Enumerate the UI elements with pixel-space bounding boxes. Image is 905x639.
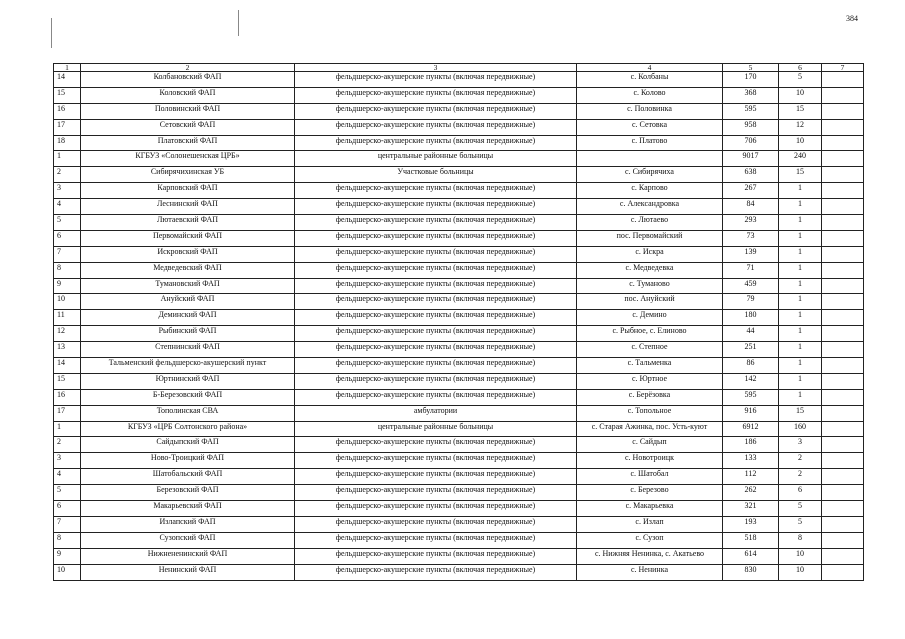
value-col5-cell: 112 xyxy=(723,469,779,485)
table-row xyxy=(54,183,864,199)
page-number: 384 xyxy=(846,14,858,23)
value-col7-cell xyxy=(822,564,864,580)
facility-type-cell: фельдшерско-акушерские пункты (включая передвижные) xyxy=(295,103,577,119)
row-number-cell: 5 xyxy=(54,485,81,501)
location-cell: с. Новотроицк xyxy=(577,453,723,469)
value-col7-cell xyxy=(822,389,864,405)
row-number-cell: 7 xyxy=(54,516,81,532)
table-row xyxy=(54,167,864,183)
value-col5-cell: 180 xyxy=(723,310,779,326)
facility-type-cell: фельдшерско-акушерские пункты (включая передвижные) xyxy=(295,294,577,310)
value-col5-cell: 958 xyxy=(723,119,779,135)
value-col7-cell xyxy=(822,87,864,103)
value-col6-cell: 3 xyxy=(779,437,822,453)
value-col5-cell: 614 xyxy=(723,548,779,564)
table-row xyxy=(54,485,864,501)
value-col7-cell xyxy=(822,373,864,389)
location-cell: с. Александровка xyxy=(577,199,723,215)
value-col7-cell xyxy=(822,183,864,199)
table-row xyxy=(54,342,864,358)
facility-name-cell: Сайдыпский ФАП xyxy=(81,437,295,453)
value-col7-cell xyxy=(822,119,864,135)
value-col5-cell: 638 xyxy=(723,167,779,183)
table-row xyxy=(54,501,864,517)
facility-name-cell: Леснинский ФАП xyxy=(81,199,295,215)
table-header-row xyxy=(54,64,864,72)
facility-type-cell: фельдшерско-акушерские пункты (включая передвижные) xyxy=(295,183,577,199)
row-number-cell: 1 xyxy=(54,151,81,167)
row-number-cell: 4 xyxy=(54,199,81,215)
value-col7-cell xyxy=(822,453,864,469)
value-col6-cell: 160 xyxy=(779,421,822,437)
value-col7-cell xyxy=(822,215,864,231)
facility-type-cell: фельдшерско-акушерские пункты (включая передвижные) xyxy=(295,389,577,405)
facility-type-cell: фельдшерско-акушерские пункты (включая передвижные) xyxy=(295,532,577,548)
value-col7-cell xyxy=(822,437,864,453)
scan-artifact-line xyxy=(238,10,239,36)
location-cell: с. Нижняя Ненинка, с. Акатьево xyxy=(577,548,723,564)
location-cell: с. Берёзовка xyxy=(577,389,723,405)
value-col6-cell: 1 xyxy=(779,294,822,310)
facility-type-cell: фельдшерско-акушерские пункты (включая передвижные) xyxy=(295,326,577,342)
value-col6-cell: 1 xyxy=(779,310,822,326)
table-row xyxy=(54,87,864,103)
facility-name-cell: Макарьевский ФАП xyxy=(81,501,295,517)
value-col6-cell: 15 xyxy=(779,405,822,421)
location-cell: пос. Первомайский xyxy=(577,230,723,246)
row-number-cell: 11 xyxy=(54,310,81,326)
facility-type-cell: фельдшерско-акушерские пункты (включая передвижные) xyxy=(295,310,577,326)
value-col6-cell: 1 xyxy=(779,373,822,389)
facility-type-cell: фельдшерско-акушерские пункты (включая передвижные) xyxy=(295,135,577,151)
table-row xyxy=(54,72,864,88)
row-number-cell: 13 xyxy=(54,342,81,358)
facility-name-cell: Искровский ФАП xyxy=(81,246,295,262)
value-col7-cell xyxy=(822,532,864,548)
facility-type-cell: фельдшерско-акушерские пункты (включая передвижные) xyxy=(295,246,577,262)
value-col6-cell: 2 xyxy=(779,469,822,485)
facility-name-cell: Тополинская СВА xyxy=(81,405,295,421)
row-number-cell: 2 xyxy=(54,167,81,183)
row-number-cell: 16 xyxy=(54,389,81,405)
value-col7-cell xyxy=(822,103,864,119)
facility-name-cell: Деминский ФАП xyxy=(81,310,295,326)
row-number-cell: 14 xyxy=(54,72,81,88)
facility-name-cell: Карповский ФАП xyxy=(81,183,295,199)
location-cell: с. Сибирячиха xyxy=(577,167,723,183)
facility-name-cell: Тальменский фельдшерско-акушерский пункт xyxy=(81,358,295,374)
value-col7-cell xyxy=(822,405,864,421)
value-col7-cell xyxy=(822,421,864,437)
value-col5-cell: 193 xyxy=(723,516,779,532)
value-col5-cell: 79 xyxy=(723,294,779,310)
table-row xyxy=(54,373,864,389)
value-col5-cell: 321 xyxy=(723,501,779,517)
table-row xyxy=(54,437,864,453)
value-col6-cell: 1 xyxy=(779,358,822,374)
value-col5-cell: 459 xyxy=(723,278,779,294)
facility-type-cell: фельдшерско-акушерские пункты (включая передвижные) xyxy=(295,342,577,358)
value-col6-cell: 15 xyxy=(779,167,822,183)
row-number-cell: 10 xyxy=(54,294,81,310)
facility-name-cell: Лютаевский ФАП xyxy=(81,215,295,231)
table-row xyxy=(54,278,864,294)
facility-type-cell: амбулатории xyxy=(295,405,577,421)
table-row xyxy=(54,326,864,342)
facility-type-cell: фельдшерско-акушерские пункты (включая передвижные) xyxy=(295,278,577,294)
value-col7-cell xyxy=(822,72,864,88)
value-col5-cell: 186 xyxy=(723,437,779,453)
location-cell xyxy=(577,151,723,167)
facilities-table xyxy=(53,63,864,581)
facility-name-cell: Березовский ФАП xyxy=(81,485,295,501)
value-col5-cell: 262 xyxy=(723,485,779,501)
facility-name-cell: Излапский ФАП xyxy=(81,516,295,532)
facility-type-cell: фельдшерско-акушерские пункты (включая передвижные) xyxy=(295,199,577,215)
facility-type-cell: фельдшерско-акушерские пункты (включая передвижные) xyxy=(295,230,577,246)
value-col5-cell: 6912 xyxy=(723,421,779,437)
location-cell: с. Ненинка xyxy=(577,564,723,580)
value-col5-cell: 251 xyxy=(723,342,779,358)
facility-name-cell: Шатобальский ФАП xyxy=(81,469,295,485)
facility-name-cell: Тумановский ФАП xyxy=(81,278,295,294)
facility-name-cell: Колбановский ФАП xyxy=(81,72,295,88)
facility-name-cell: Половинский ФАП xyxy=(81,103,295,119)
row-number-cell: 1 xyxy=(54,421,81,437)
value-col7-cell xyxy=(822,310,864,326)
location-cell: с. Демино xyxy=(577,310,723,326)
row-number-cell: 17 xyxy=(54,405,81,421)
value-col5-cell: 267 xyxy=(723,183,779,199)
facility-type-cell: фельдшерско-акушерские пункты (включая передвижные) xyxy=(295,87,577,103)
value-col6-cell: 8 xyxy=(779,532,822,548)
value-col6-cell: 6 xyxy=(779,485,822,501)
location-cell: с. Макарьевка xyxy=(577,501,723,517)
value-col6-cell: 1 xyxy=(779,199,822,215)
value-col7-cell xyxy=(822,469,864,485)
value-col5-cell: 9017 xyxy=(723,151,779,167)
value-col6-cell: 1 xyxy=(779,230,822,246)
value-col5-cell: 133 xyxy=(723,453,779,469)
facility-name-cell: Сузопский ФАП xyxy=(81,532,295,548)
location-cell: с. Излап xyxy=(577,516,723,532)
facility-type-cell: фельдшерско-акушерские пункты (включая передвижные) xyxy=(295,373,577,389)
row-number-cell: 12 xyxy=(54,326,81,342)
value-col7-cell xyxy=(822,548,864,564)
facility-name-cell: Ануйский ФАП xyxy=(81,294,295,310)
value-col5-cell: 916 xyxy=(723,405,779,421)
value-col5-cell: 518 xyxy=(723,532,779,548)
location-cell: с. Колово xyxy=(577,87,723,103)
table-row xyxy=(54,199,864,215)
value-col6-cell: 10 xyxy=(779,135,822,151)
value-col6-cell: 5 xyxy=(779,72,822,88)
location-cell: с. Степное xyxy=(577,342,723,358)
table-row xyxy=(54,262,864,278)
row-number-cell: 9 xyxy=(54,278,81,294)
value-col6-cell: 1 xyxy=(779,183,822,199)
location-cell: с. Колбаны xyxy=(577,72,723,88)
facility-name-cell: Медведевский ФАП xyxy=(81,262,295,278)
column-header: 7 xyxy=(822,64,864,72)
table-row xyxy=(54,294,864,310)
value-col5-cell: 142 xyxy=(723,373,779,389)
facility-type-cell: фельдшерско-акушерские пункты (включая передвижные) xyxy=(295,262,577,278)
row-number-cell: 18 xyxy=(54,135,81,151)
facility-name-cell: Ненинский ФАП xyxy=(81,564,295,580)
row-number-cell: 8 xyxy=(54,532,81,548)
column-header: 5 xyxy=(723,64,779,72)
value-col7-cell xyxy=(822,262,864,278)
value-col5-cell: 170 xyxy=(723,72,779,88)
facility-name-cell: КГБУЗ «Солонешенская ЦРБ» xyxy=(81,151,295,167)
row-number-cell: 6 xyxy=(54,501,81,517)
value-col7-cell xyxy=(822,199,864,215)
facility-type-cell: фельдшерско-акушерские пункты (включая передвижные) xyxy=(295,437,577,453)
row-number-cell: 16 xyxy=(54,103,81,119)
value-col7-cell xyxy=(822,516,864,532)
table-row xyxy=(54,215,864,231)
location-cell: с. Сузоп xyxy=(577,532,723,548)
location-cell: с. Искра xyxy=(577,246,723,262)
facility-name-cell: Ново-Троицкий ФАП xyxy=(81,453,295,469)
row-number-cell: 8 xyxy=(54,262,81,278)
value-col5-cell: 830 xyxy=(723,564,779,580)
column-header: 2 xyxy=(81,64,295,72)
value-col6-cell: 2 xyxy=(779,453,822,469)
value-col7-cell xyxy=(822,230,864,246)
row-number-cell: 6 xyxy=(54,230,81,246)
value-col5-cell: 368 xyxy=(723,87,779,103)
facility-name-cell: Сетовский ФАП xyxy=(81,119,295,135)
facility-type-cell: фельдшерско-акушерские пункты (включая передвижные) xyxy=(295,516,577,532)
value-col5-cell: 706 xyxy=(723,135,779,151)
facility-name-cell: Б-Березовский ФАП xyxy=(81,389,295,405)
table-row xyxy=(54,358,864,374)
table-row xyxy=(54,389,864,405)
location-cell: с. Медведевка xyxy=(577,262,723,278)
location-cell: с. Туманово xyxy=(577,278,723,294)
table-row xyxy=(54,103,864,119)
facility-type-cell: фельдшерско-акушерские пункты (включая передвижные) xyxy=(295,119,577,135)
facility-type-cell: центральные районные больницы xyxy=(295,151,577,167)
row-number-cell: 4 xyxy=(54,469,81,485)
table-row xyxy=(54,310,864,326)
column-header: 6 xyxy=(779,64,822,72)
table-row xyxy=(54,548,864,564)
location-cell: с. Старая Ажинка, пос. Усть-куют xyxy=(577,421,723,437)
column-header: 1 xyxy=(54,64,81,72)
table-row xyxy=(54,135,864,151)
column-header: 3 xyxy=(295,64,577,72)
location-cell: с. Топольное xyxy=(577,405,723,421)
value-col5-cell: 44 xyxy=(723,326,779,342)
facility-type-cell: фельдшерско-акушерские пункты (включая передвижные) xyxy=(295,453,577,469)
location-cell: с. Сетовка xyxy=(577,119,723,135)
row-number-cell: 2 xyxy=(54,437,81,453)
row-number-cell: 7 xyxy=(54,246,81,262)
facility-name-cell: Нижнененинский ФАП xyxy=(81,548,295,564)
facility-type-cell: фельдшерско-акушерские пункты (включая передвижные) xyxy=(295,72,577,88)
table-row xyxy=(54,230,864,246)
value-col6-cell: 15 xyxy=(779,103,822,119)
value-col7-cell xyxy=(822,135,864,151)
scan-artifact-line xyxy=(51,18,52,48)
location-cell: с. Юртное xyxy=(577,373,723,389)
value-col7-cell xyxy=(822,342,864,358)
value-col5-cell: 84 xyxy=(723,199,779,215)
value-col7-cell xyxy=(822,167,864,183)
row-number-cell: 3 xyxy=(54,453,81,469)
value-col5-cell: 293 xyxy=(723,215,779,231)
value-col6-cell: 1 xyxy=(779,278,822,294)
location-cell: с. Шатобал xyxy=(577,469,723,485)
table-row xyxy=(54,516,864,532)
facility-type-cell: фельдшерско-акушерские пункты (включая передвижные) xyxy=(295,469,577,485)
facility-type-cell: фельдшерско-акушерские пункты (включая передвижные) xyxy=(295,548,577,564)
facility-type-cell: фельдшерско-акушерские пункты (включая передвижные) xyxy=(295,358,577,374)
value-col5-cell: 139 xyxy=(723,246,779,262)
value-col5-cell: 595 xyxy=(723,389,779,405)
table-row xyxy=(54,469,864,485)
value-col5-cell: 71 xyxy=(723,262,779,278)
value-col7-cell xyxy=(822,501,864,517)
value-col6-cell: 5 xyxy=(779,501,822,517)
value-col6-cell: 1 xyxy=(779,389,822,405)
value-col7-cell xyxy=(822,294,864,310)
value-col6-cell: 1 xyxy=(779,246,822,262)
value-col6-cell: 5 xyxy=(779,516,822,532)
value-col6-cell: 1 xyxy=(779,262,822,278)
value-col6-cell: 240 xyxy=(779,151,822,167)
value-col7-cell xyxy=(822,485,864,501)
value-col6-cell: 1 xyxy=(779,215,822,231)
location-cell: с. Половинка xyxy=(577,103,723,119)
facility-type-cell: Участковые больницы xyxy=(295,167,577,183)
facility-name-cell: Степнинский ФАП xyxy=(81,342,295,358)
facility-type-cell: фельдшерско-акушерские пункты (включая передвижные) xyxy=(295,215,577,231)
row-number-cell: 9 xyxy=(54,548,81,564)
row-number-cell: 3 xyxy=(54,183,81,199)
facility-name-cell: Рыбинский ФАП xyxy=(81,326,295,342)
table-row xyxy=(54,532,864,548)
table-row xyxy=(54,246,864,262)
location-cell: с. Березово xyxy=(577,485,723,501)
column-header: 4 xyxy=(577,64,723,72)
table-row xyxy=(54,119,864,135)
facility-type-cell: фельдшерско-акушерские пункты (включая передвижные) xyxy=(295,485,577,501)
value-col6-cell: 10 xyxy=(779,548,822,564)
location-cell: с. Платово xyxy=(577,135,723,151)
location-cell: с. Рыбное, с. Елиново xyxy=(577,326,723,342)
value-col6-cell: 1 xyxy=(779,342,822,358)
facility-name-cell: Коловский ФАП xyxy=(81,87,295,103)
value-col7-cell xyxy=(822,358,864,374)
value-col6-cell: 10 xyxy=(779,87,822,103)
location-cell: с. Лютаево xyxy=(577,215,723,231)
table-row xyxy=(54,564,864,580)
table-row xyxy=(54,421,864,437)
facility-name-cell: Сибирячихинская УБ xyxy=(81,167,295,183)
facility-name-cell: Первомайский ФАП xyxy=(81,230,295,246)
facility-type-cell: центральные районные больницы xyxy=(295,421,577,437)
row-number-cell: 14 xyxy=(54,358,81,374)
value-col5-cell: 73 xyxy=(723,230,779,246)
value-col7-cell xyxy=(822,278,864,294)
value-col5-cell: 86 xyxy=(723,358,779,374)
value-col6-cell: 12 xyxy=(779,119,822,135)
row-number-cell: 15 xyxy=(54,373,81,389)
facility-type-cell: фельдшерско-акушерские пункты (включая передвижные) xyxy=(295,501,577,517)
location-cell: с. Тальменка xyxy=(577,358,723,374)
value-col7-cell xyxy=(822,246,864,262)
table-row xyxy=(54,405,864,421)
location-cell: пос. Ануйский xyxy=(577,294,723,310)
value-col5-cell: 595 xyxy=(723,103,779,119)
row-number-cell: 10 xyxy=(54,564,81,580)
location-cell: с. Карпово xyxy=(577,183,723,199)
value-col6-cell: 10 xyxy=(779,564,822,580)
value-col7-cell xyxy=(822,326,864,342)
row-number-cell: 17 xyxy=(54,119,81,135)
facility-name-cell: Платовский ФАП xyxy=(81,135,295,151)
table-row xyxy=(54,151,864,167)
facility-name-cell: Юртнинский ФАП xyxy=(81,373,295,389)
location-cell: с. Сайдып xyxy=(577,437,723,453)
value-col6-cell: 1 xyxy=(779,326,822,342)
facility-name-cell: КГБУЗ «ЦРБ Солтонского района» xyxy=(81,421,295,437)
facility-type-cell: фельдшерско-акушерские пункты (включая передвижные) xyxy=(295,564,577,580)
table-row xyxy=(54,453,864,469)
row-number-cell: 15 xyxy=(54,87,81,103)
row-number-cell: 5 xyxy=(54,215,81,231)
value-col7-cell xyxy=(822,151,864,167)
